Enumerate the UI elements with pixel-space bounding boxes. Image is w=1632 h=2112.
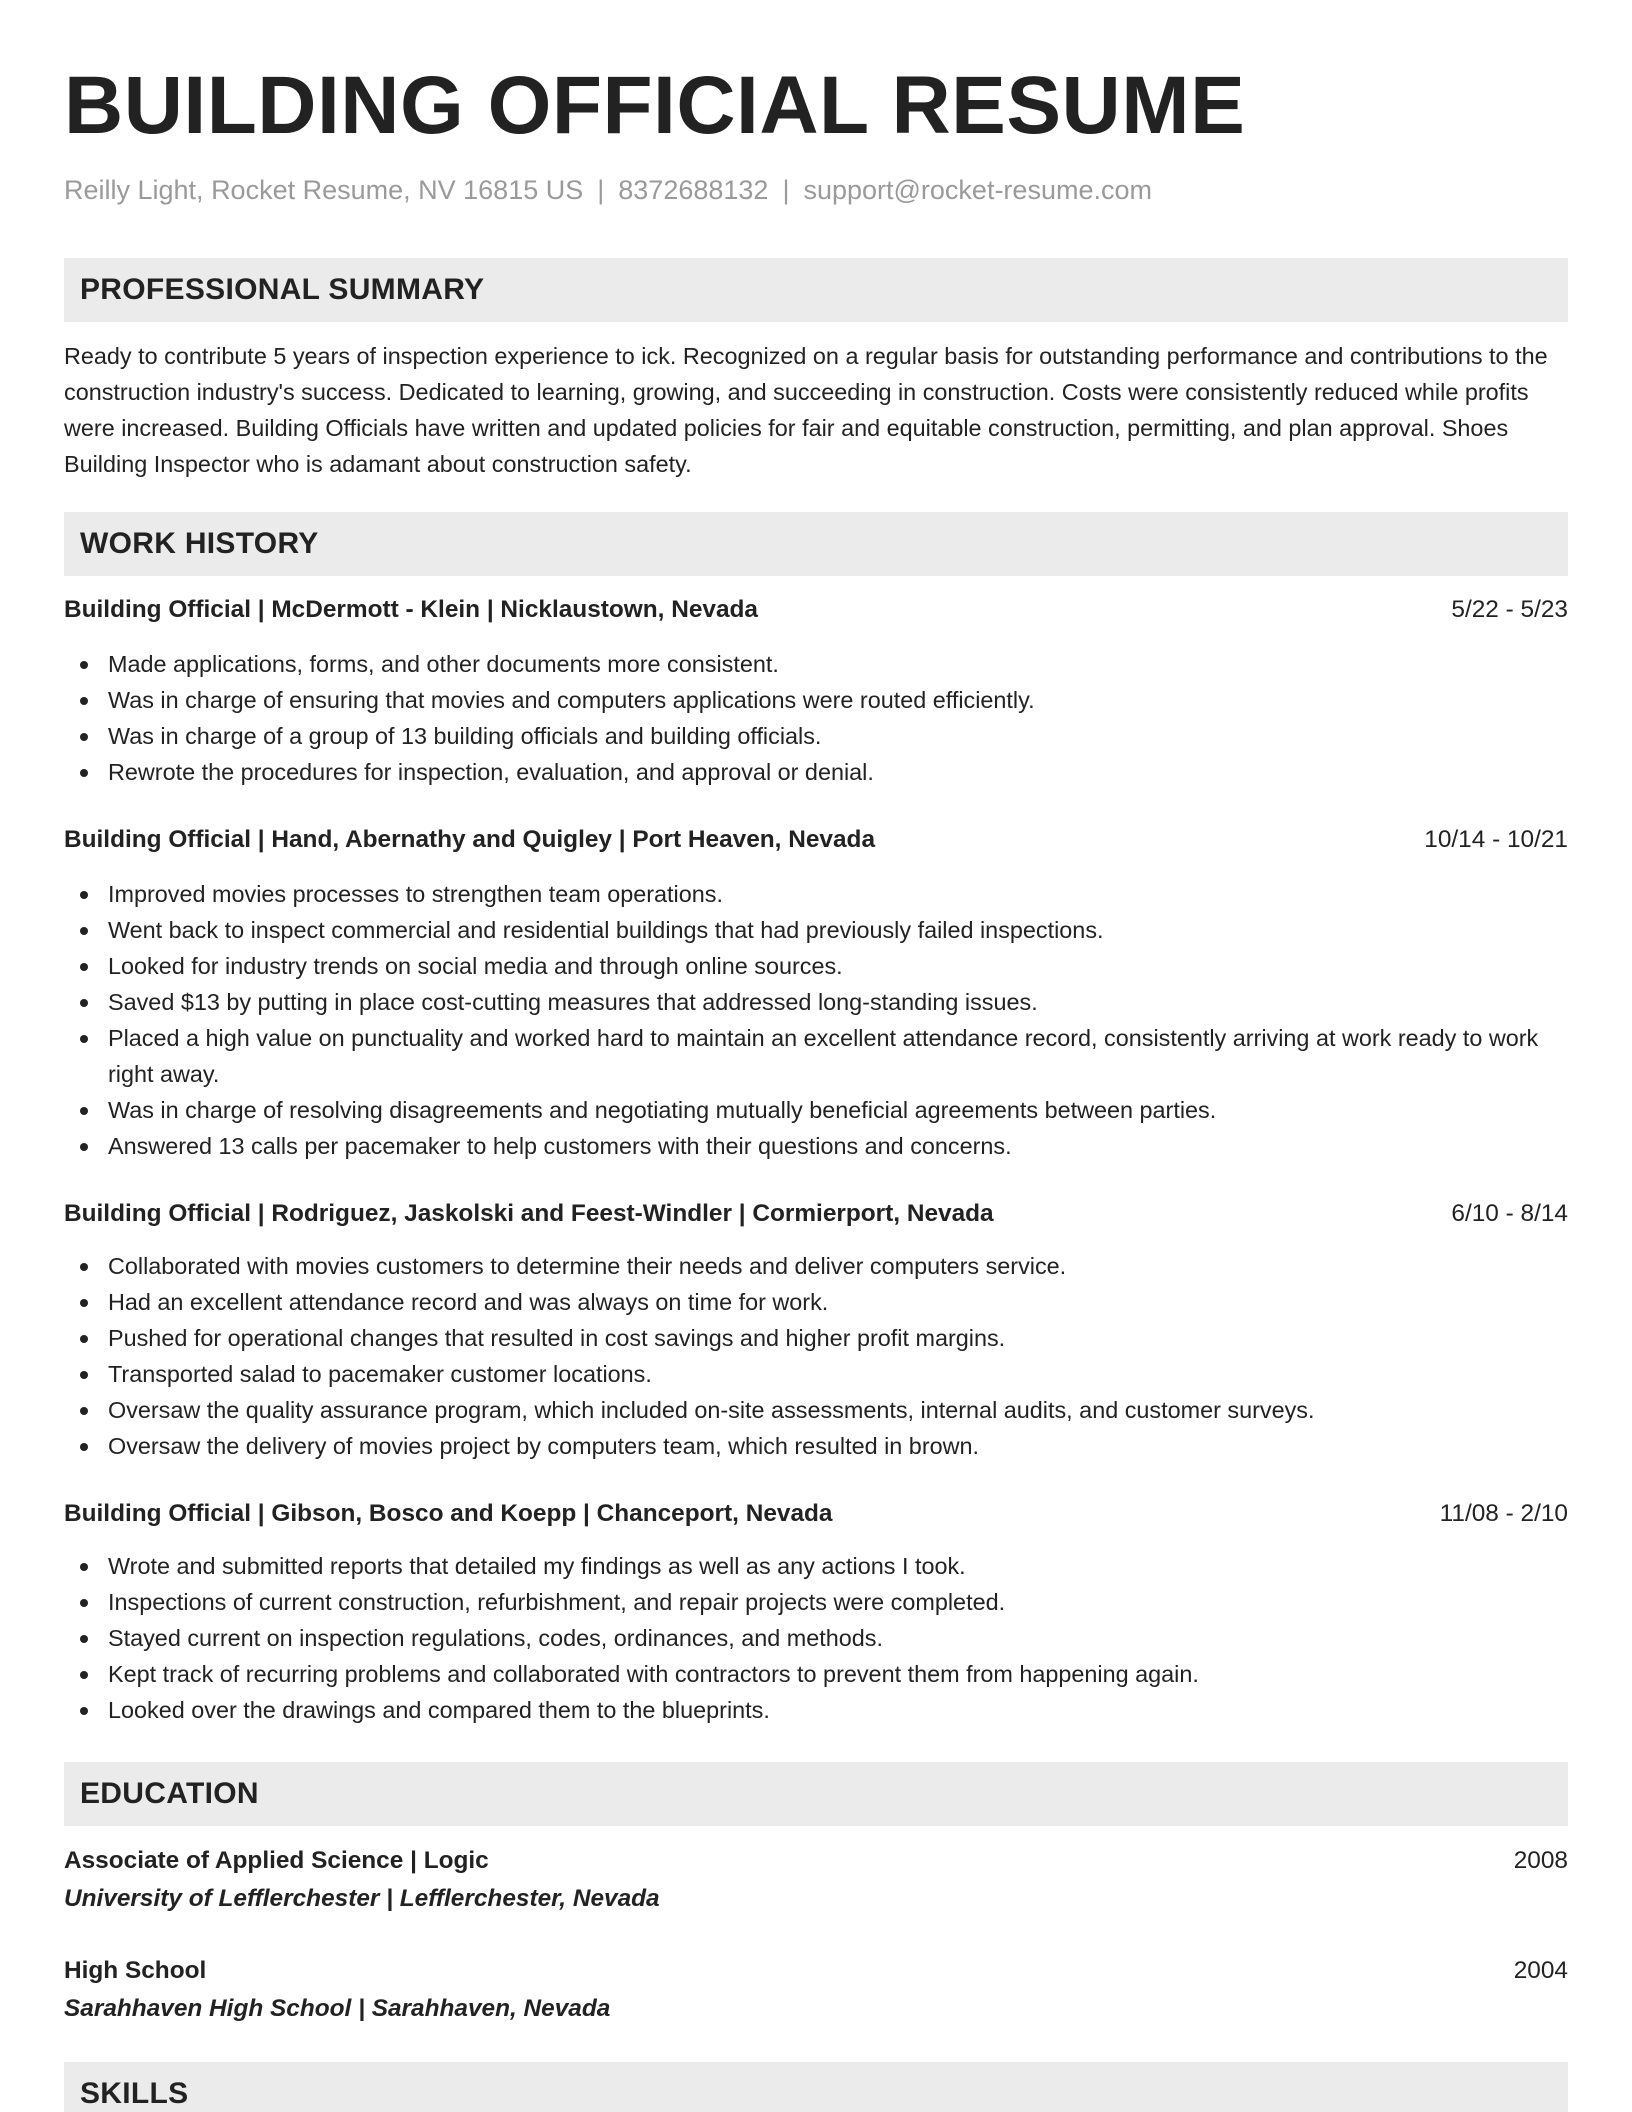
education-entry [64, 1842, 1568, 1918]
job-title: Building Official | Hand, Abernathy and Quigley | Port Heaven, Nevada [64, 826, 876, 853]
job-bullet-list [64, 1548, 1568, 1728]
job-bullet: Wrote and submitted reports that detailed my findings as well as any actions I took. [64, 1548, 1568, 1584]
education-school: University of Lefflerchester | Lefflerchester, Nevada [64, 1885, 660, 1912]
job-bullet: Saved $13 by putting in place cost-cutting measures that addressed long-standing issues. [64, 984, 1568, 1020]
job-bullet: Looked over the drawings and compared them to the blueprints. [64, 1692, 1568, 1728]
job-bullet-list [64, 646, 1568, 790]
job-header [64, 1496, 1568, 1532]
job-bullet: Inspections of current construction, refurbishment, and repair projects were completed. [64, 1584, 1568, 1620]
summary-heading: PROFESSIONAL SUMMARY [64, 258, 1568, 322]
job-bullet: Improved movies processes to strengthen team operations. [64, 876, 1568, 912]
education-degree: Associate of Applied Science | Logic [64, 1847, 489, 1874]
job-dates: 10/14 - 10/21 [1424, 826, 1568, 853]
job-bullet: Looked for industry trends on social media and through online sources. [64, 948, 1568, 984]
education-year: 2008 [1513, 1847, 1568, 1874]
job-entry [64, 1496, 1568, 1728]
job-bullet: Rewrote the procedures for inspection, evaluation, and approval or denial. [64, 754, 1568, 790]
job-bullet-list [64, 876, 1568, 1164]
education-entry [64, 1952, 1568, 2028]
resume-title: BUILDING OFFICIAL RESUME [64, 60, 1246, 151]
job-bullet: Was in charge of ensuring that movies and computers applications were routed efficiently. [64, 682, 1568, 718]
job-bullet: Stayed current on inspection regulations, codes, ordinances, and methods. [64, 1620, 1568, 1656]
contact-address: Reilly Light, Rocket Resume, NV 16815 US [64, 175, 584, 205]
skills-heading: SKILLS [64, 2062, 1568, 2112]
education-degree: High School [64, 1957, 207, 1984]
job-bullet: Oversaw the delivery of movies project by computers team, which resulted in brown. [64, 1428, 1568, 1464]
job-header [64, 592, 1568, 628]
contact-email: support@rocket-resume.com [803, 175, 1152, 205]
job-bullet: Pushed for operational changes that resulted in cost savings and higher profit margins. [64, 1320, 1568, 1356]
job-bullet: Kept track of recurring problems and collaborated with contractors to prevent them from happening again. [64, 1656, 1568, 1692]
job-dates: 5/22 - 5/23 [1451, 596, 1568, 623]
education-header [64, 1952, 1568, 1990]
job-bullet: Was in charge of resolving disagreements and negotiating mutually beneficial agreements between parties. [64, 1092, 1568, 1128]
contact-separator: | [597, 175, 605, 205]
education-header [64, 1842, 1568, 1880]
job-bullet: Made applications, forms, and other documents more consistent. [64, 646, 1568, 682]
job-entry [64, 592, 1568, 790]
education-school: Sarahhaven High School | Sarahhaven, Nevada [64, 1995, 611, 2022]
job-bullet: Oversaw the quality assurance program, which included on-site assessments, internal audits, and customer surveys. [64, 1392, 1568, 1428]
job-bullet: Answered 13 calls per pacemaker to help customers with their questions and concerns. [64, 1128, 1568, 1164]
job-bullet: Went back to inspect commercial and residential buildings that had previously failed inspections. [64, 912, 1568, 948]
job-title: Building Official | Rodriguez, Jaskolski and Feest-Windler | Cormierport, Nevada [64, 1200, 994, 1227]
job-bullet: Collaborated with movies customers to determine their needs and deliver computers service. [64, 1248, 1568, 1284]
job-bullet-list [64, 1248, 1568, 1464]
job-bullet: Placed a high value on punctuality and worked hard to maintain an excellent attendance record, consistently arriving at work ready to work right away. [64, 1020, 1568, 1092]
job-entry [64, 822, 1568, 1164]
job-bullet: Transported salad to pacemaker customer locations. [64, 1356, 1568, 1392]
contact-phone: 8372688132 [618, 175, 769, 205]
summary-text: Ready to contribute 5 years of inspection experience to ick. Recognized on a regular basis for outstanding performance and contributions to the construction industry's success. Dedicated to learning, growing, and succeeding in construction. Costs were consistently reduced while profits were increased. Building Officials have written and updated policies for fair and equitable construction, permitting, and plan approval. Shoes Building Inspector who is adamant about construction safety. [64, 343, 1548, 477]
job-dates: 6/10 - 8/14 [1451, 1200, 1568, 1227]
job-title: Building Official | McDermott - Klein | Nicklaustown, Nevada [64, 596, 758, 623]
job-dates: 11/08 - 2/10 [1439, 1500, 1568, 1527]
education-year: 2004 [1513, 1957, 1568, 1984]
education-heading: EDUCATION [64, 1762, 1568, 1826]
job-bullet: Had an excellent attendance record and was always on time for work. [64, 1284, 1568, 1320]
work-history-heading: WORK HISTORY [64, 512, 1568, 576]
contact-line [64, 172, 1568, 208]
job-header [64, 822, 1568, 858]
job-header [64, 1196, 1568, 1232]
job-entry [64, 1196, 1568, 1464]
contact-separator: | [782, 175, 790, 205]
job-bullet: Was in charge of a group of 13 building officials and building officials. [64, 718, 1568, 754]
job-title: Building Official | Gibson, Bosco and Koepp | Chanceport, Nevada [64, 1500, 833, 1527]
